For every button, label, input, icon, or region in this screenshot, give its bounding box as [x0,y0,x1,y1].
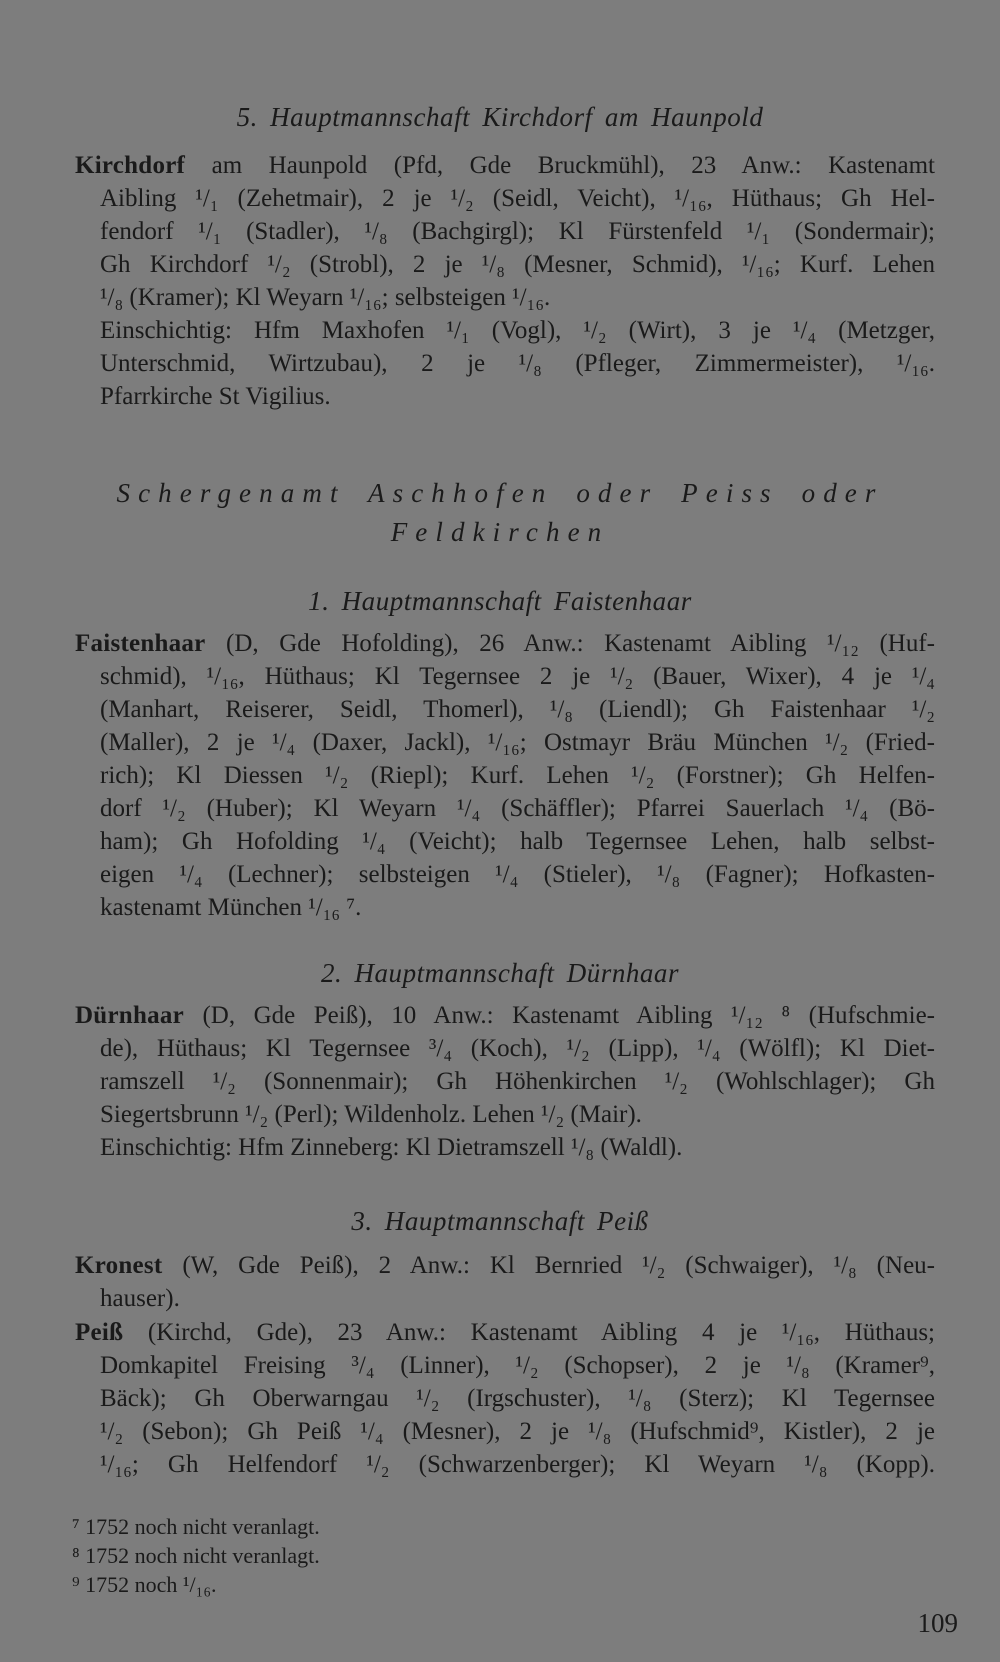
text-line: fendorf ¹/₁ (Stadler), ¹/₈ (Bachgirgl); Kl Fürstenfeld ¹/₁ (Sondermair); [100,218,935,245]
heading-hauptmannschaft-1: 1. Hauptmannschaft Faistenhaar [308,586,692,616]
heading-hauptmannschaft-2: 2. Hauptmannschaft Dürnhaar [320,958,680,988]
text-line: de), Hüthaus; Kl Tegernsee ³/₄ (Koch), ¹/₂ (Lipp), ¹/₄ (Wölfl); Kl Diet- [100,1035,935,1062]
entry-first-rest: (Kirchd, Gde), 23 Anw.: Kastenamt Aibling 4 je ¹/₁₆, Hüthaus; [123,1319,935,1346]
text-line: dorf ¹/₂ (Huber); Kl Weyarn ¹/₄ (Schäffler); Pfarrei Sauerlach ¹/₄ (Bö- [100,795,935,822]
entry-lead-duernhaar: Dürnhaar [75,1002,184,1029]
text-line: ¹/₂ (Sebon); Gh Peiß ¹/₄ (Mesner), 2 je ¹/₈ (Hufschmid⁹, Kistler), 2 je [100,1418,935,1445]
text-line: Domkapitel Freising ³/₄ (Linner), ¹/₂ (Schopser), 2 je ¹/₈ (Kramer⁹, [100,1352,935,1379]
entry-lead-peiss: Peiß [75,1319,124,1346]
entry-lines [75,1032,935,1098]
entry-first-line [75,1316,935,1349]
entry-duernhaar [75,999,935,1164]
footnote: ⁹ 1752 noch ¹/₁₆. [72,1572,217,1597]
entry-first-line [75,1249,935,1282]
text-line: ¹/₁₆; Gh Helfendorf ¹/₂ (Schwarzenberger); Kl Weyarn ¹/₈ (Kopp). [100,1451,935,1478]
text-line: rich); Kl Diessen ¹/₂ (Riepl); Kurf. Lehen ¹/₂ (Forstner); Gh Helfen- [100,762,935,789]
entry-lines [75,1349,935,1481]
entry-first-rest: (W, Gde Peiß), 2 Anw.: Kl Bernried ¹/₂ (Schwaiger), ¹/₈ (Neu- [162,1252,935,1279]
entry-first-rest: am Haunpold (Pfd, Gde Bruckmühl), 23 Anw.: Kastenamt [185,152,935,179]
entry-first-rest: (D, Gde Peiß), 10 Anw.: Kastenamt Aibling ¹/₁₂ ⁸ (Hufschmie- [183,1002,935,1029]
entry-kronest [75,1249,935,1315]
heading-hauptmannschaft-3: 3. Hauptmannschaft Peiß [351,1206,649,1236]
entry-lines [75,182,935,281]
text-line: ¹/₈ (Kramer); Kl Weyarn ¹/₁₆; selbsteigen ¹/₁₆. [100,284,551,311]
text-line: Siegertsbrunn ¹/₂ (Perl); Wildenholz. Lehen ¹/₂ (Mair). [100,1101,642,1128]
entry-first-line [75,627,935,660]
footnote: ⁸ 1752 noch nicht veranlagt. [72,1543,320,1568]
text-line: kastenamt München ¹/₁₆ ⁷. [100,894,362,921]
heading-hauptmannschaft-5: 5. Hauptmannschaft Kirchdorf am Haunpold [236,102,764,132]
text-line: Gh Kirchdorf ¹/₂ (Strobl), 2 je ¹/₈ (Mesner, Schmid), ¹/₁₆; Kurf. Lehen [100,251,935,278]
entry-lines-einschichtig [75,314,935,380]
text-line: Einschichtig: Hfm Zinneberg: Kl Dietramszell ¹/₈ (Waldl). [100,1134,683,1161]
entry-first-rest: (D, Gde Hofolding), 26 Anw.: Kastenamt Aibling ¹/₁₂ (Huf- [205,630,935,657]
text-line: eigen ¹/₄ (Lechner); selbsteigen ¹/₄ (Stieler), ¹/₈ (Fagner); Hofkasten- [100,861,935,888]
heading-schergenamt-line1: Schergenamt Aschhofen oder Peiss oder [116,478,884,508]
entry-lead-kronest: Kronest [75,1252,163,1279]
text-line: Unterschmid, Wirtzubau), 2 je ¹/₈ (Pfleger, Zimmermeister), ¹/₁₆. [100,350,935,377]
footnote: ⁷ 1752 noch nicht veranlagt. [72,1514,320,1539]
page-number: 109 [917,1608,958,1638]
text-line: Pfarrkirche St Vigilius. [100,383,331,410]
heading-schergenamt [0,474,1000,552]
text-line: (Maller), 2 je ¹/₄ (Daxer, Jackl), ¹/₁₆; Ostmayr Bräu München ¹/₂ (Fried- [100,729,935,756]
text-line: hauser). [100,1285,180,1312]
entry-lead-faistenhaar: Faistenhaar [75,630,206,657]
text-line: Einschichtig: Hfm Maxhofen ¹/₁ (Vogl), ¹/₂ (Wirt), 3 je ¹/₄ (Metzger, [100,317,935,344]
entry-peiss [75,1316,935,1481]
entry-faistenhaar [75,627,935,924]
text-line: ramszell ¹/₂ (Sonnenmair); Gh Höhenkirchen ¹/₂ (Wohlschlager); Gh [100,1068,935,1095]
entry-first-line [75,149,935,182]
entry-kirchdorf [75,149,935,413]
text-line: Bäck); Gh Oberwarngau ¹/₂ (Irgschuster), ¹/₈ (Sterz); Kl Tegernsee [100,1385,935,1412]
text-line: (Manhart, Reiserer, Seidl, Thomerl), ¹/₈ (Liendl); Gh Faistenhaar ¹/₂ [100,696,935,723]
entry-lines [75,660,935,891]
footnotes [72,1512,772,1599]
entry-first-line [75,999,935,1032]
footnote-list [72,1512,772,1599]
heading-schergenamt-line2: Feldkirchen [390,517,610,547]
text-line: Aibling ¹/₁ (Zehetmair), 2 je ¹/₂ (Seidl, Veicht), ¹/₁₆, Hüthaus; Gh Hel- [100,185,935,212]
text-line: ham); Gh Hofolding ¹/₄ (Veicht); halb Tegernsee Lehen, halb selbst- [100,828,935,855]
text-line: schmid), ¹/₁₆, Hüthaus; Kl Tegernsee 2 je ¹/₂ (Bauer, Wixer), 4 je ¹/₄ [100,663,935,690]
entry-lead-kirchdorf: Kirchdorf [75,152,186,179]
